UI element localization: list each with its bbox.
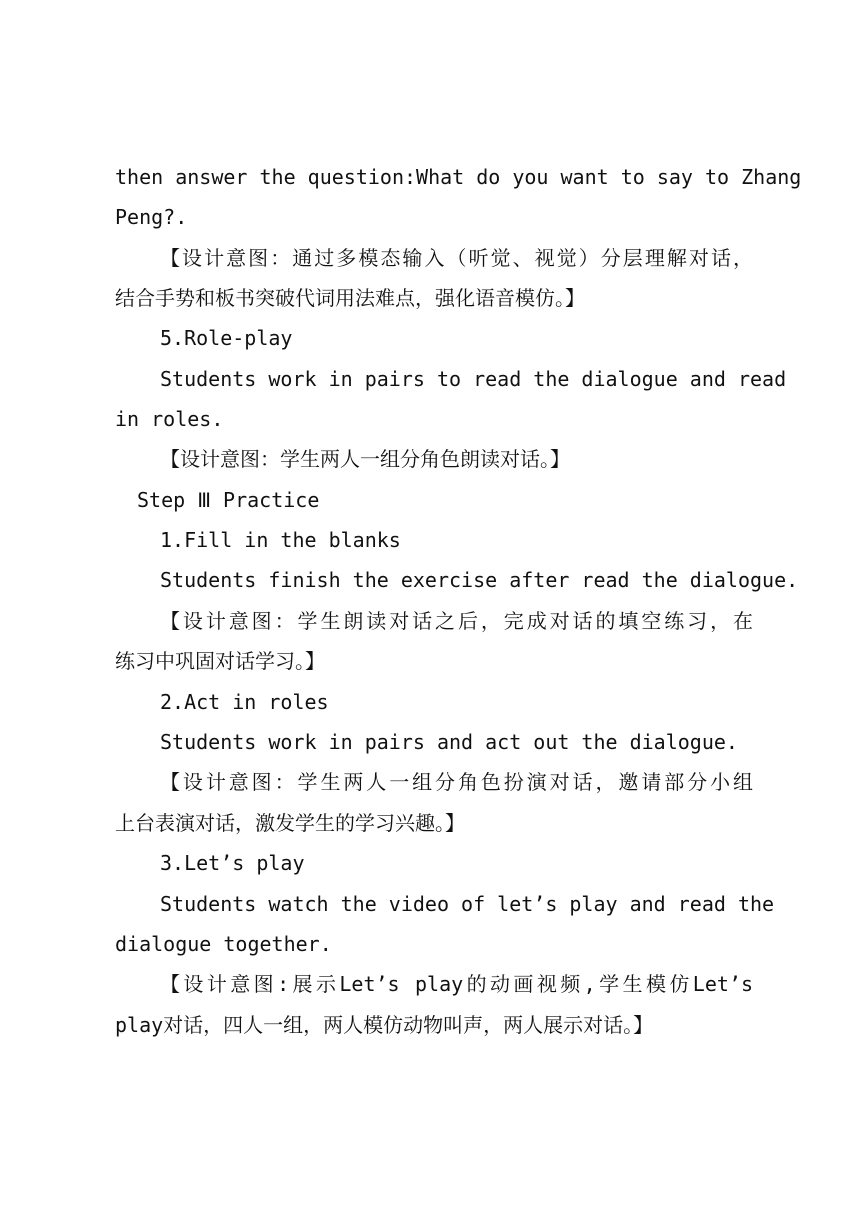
design-intent-note: 【设计意图：通过多模态输入（听觉、视觉）分层理解对话， [160, 246, 753, 270]
design-intent-note: 【设计意图:展示Let’s play的动画视频,学生模仿Let’s [160, 972, 753, 996]
body-text-line: Students work in pairs to read the dialogue and read [160, 367, 787, 391]
design-intent-note: 结合手势和板书突破代词用法难点，强化语音模仿。】 [115, 286, 585, 310]
body-text-line: then answer the question:What do you want to say to Zhang [115, 165, 802, 189]
activity-heading: 5.Role-play [160, 326, 293, 350]
body-text-line: Students watch the video of let’s play and read the [160, 892, 775, 916]
body-text-line: in roles. [115, 407, 224, 431]
body-text-line: Students finish the exercise after read the dialogue. [160, 568, 799, 592]
design-intent-note: 上台表演对话，激发学生的学习兴趣。】 [115, 811, 465, 835]
design-intent-note: 练习中巩固对话学习。】 [115, 649, 325, 673]
design-intent-note: 【设计意图：学生两人一组分角色朗读对话。】 [160, 447, 570, 471]
body-text-line: Peng?. [115, 205, 188, 229]
design-intent-note: play对话，四人一组，两人模仿动物叫声，两人展示对话。】 [115, 1013, 654, 1037]
design-intent-note: 【设计意图：学生朗读对话之后，完成对话的填空练习，在 [160, 609, 753, 633]
body-text-line: dialogue together. [115, 932, 332, 956]
activity-heading: 1.Fill in the blanks [160, 528, 401, 552]
step-heading: Step Ⅲ Practice [137, 488, 320, 512]
activity-heading: 3.Let’s play [160, 851, 305, 875]
body-text-line: Students work in pairs and act out the dialogue. [160, 730, 738, 754]
activity-heading: 2.Act in roles [160, 690, 329, 714]
design-intent-note: 【设计意图：学生两人一组分角色扮演对话，邀请部分小组 [160, 770, 753, 794]
